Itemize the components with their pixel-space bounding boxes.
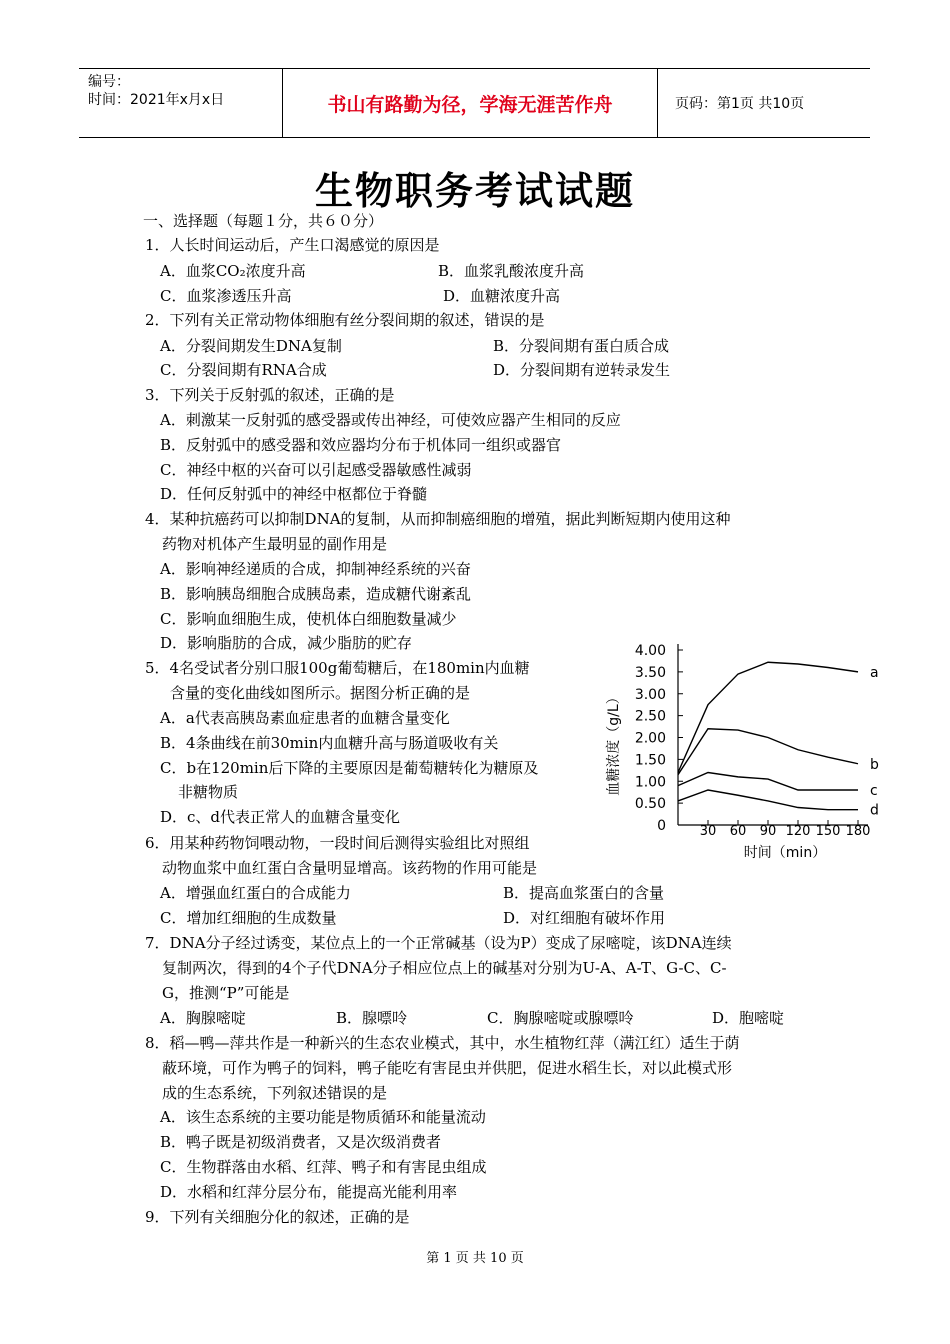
series-label-b: b (870, 756, 879, 773)
q5-option-c-line2: 非糖物质 (178, 783, 239, 801)
page-title: 生物职务考试试题 (314, 169, 635, 213)
section-heading: 一、选择题（每题１分，共６０分） (143, 212, 384, 230)
header-meta (79, 69, 279, 137)
time-label: 时间：2021年x月x日 (88, 92, 225, 108)
series-label-d: d (870, 802, 879, 819)
q6-option-b: B．提高血浆蛋白的含量 (503, 884, 665, 902)
q1-option-c: C．血浆渗透压升高 (160, 287, 292, 305)
q6-stem-line1: 6．用某种药物饲喂动物，一段时间后测得实验组比对照组 (145, 834, 530, 852)
chart-ylabel: 血糖浓度（g/L） (606, 690, 622, 796)
q8-option-c: C．生物群落由水稻、红萍、鸭子和有害昆虫组成 (160, 1158, 487, 1176)
q4-option-d: D．影响脂肪的合成，减少脂肪的贮存 (160, 634, 413, 652)
q8-stem-line1: 8．稻—鸭—萍共作是一种新兴的生态农业模式，其中，水生植物红萍（满江红）适生于荫 (145, 1034, 740, 1052)
y-tick-label: 4.00 (634, 643, 666, 659)
blood-glucose-chart (590, 625, 890, 870)
q2-option-c: C．分裂间期有RNA合成 (160, 361, 327, 379)
number-label: 编号： (88, 74, 130, 90)
q7-option-c: C．胸腺嘧啶或腺嘌呤 (487, 1009, 634, 1027)
motto: 书山有路勤为径，学海无涯苦作舟 (282, 69, 658, 137)
q3-stem: 3．下列关于反射弧的叙述，正确的是 (145, 386, 395, 404)
x-tick-label: 60 (729, 824, 747, 839)
y-tick-label: 1.50 (634, 752, 666, 769)
q5-option-d: D．c、d代表正常人的血糖含量变化 (160, 808, 401, 826)
q6-option-c: C．增加红细胞的生成数量 (160, 909, 337, 927)
q8-stem-line3: 成的生态系统，下列叙述错误的是 (162, 1084, 388, 1102)
q6-option-a: A．增强血红蛋白的合成能力 (160, 884, 351, 902)
q7-stem-line1: 7．DNA分子经过诱变，某位点上的一个正常碱基（设为P）变成了尿嘧啶，该DNA连续 (145, 934, 732, 952)
q8-option-a: A．该生态系统的主要功能是物质循环和能量流动 (160, 1108, 486, 1126)
y-tick-label: 2.50 (634, 708, 666, 725)
chart-xlabel: 时间（min） (743, 845, 827, 861)
q4-stem-line1: 4．某种抗癌药可以抑制DNA的复制，从而抑制癌细胞的增殖，据此判断短期内使用这种 (145, 510, 731, 528)
y-tick-label: 1.00 (634, 774, 666, 791)
series-label-a: a (870, 664, 879, 681)
page-header (79, 68, 870, 138)
series-label-c: c (870, 783, 878, 799)
page-info-text: 页码：第1页 共10页 (675, 96, 805, 112)
q9-stem: 9．下列有关细胞分化的叙述，正确的是 (145, 1208, 410, 1226)
q3-option-d: D．任何反射弧中的神经中枢都位于脊髓 (160, 485, 428, 503)
q8-option-b: B．鸭子既是初级消费者，又是次级消费者 (160, 1133, 442, 1151)
y-tick-label: 3.00 (634, 686, 666, 703)
q5-option-b: B．4条曲线在前30min内血糖升高与肠道吸收有关 (160, 734, 499, 752)
q1-option-a: A．血浆CO₂浓度升高 (160, 262, 306, 280)
q5-option-a: A．a代表高胰岛素血症患者的血糖含量变化 (160, 709, 450, 727)
q6-option-d: D．对红细胞有破坏作用 (503, 909, 666, 927)
q3-option-b: B．反射弧中的感受器和效应器均分布于机体同一组织或器官 (160, 436, 562, 454)
x-tick-label: 120 (785, 824, 811, 839)
q7-stem-line2: 复制两次，得到的4个子代DNA分子相应位点上的碱基对分别为U-A、A-T、G-C、C- (162, 959, 727, 977)
q8-stem-line2: 蔽环境，可作为鸭子的饲料，鸭子能吃有害昆虫并供肥，促进水稻生长，对以此模式形 (162, 1059, 733, 1077)
series-line-a (678, 662, 858, 772)
series-line-d (678, 790, 858, 810)
q6-stem-line2: 动物血浆中血红蛋白含量明显增高。该药物的作用可能是 (162, 859, 538, 877)
q4-option-c: C．影响血细胞生成，使机体白细胞数量减少 (160, 610, 457, 628)
page-footer: 第 1 页 共 10 页 (426, 1251, 524, 1266)
x-tick-label: 90 (759, 824, 777, 839)
q5-stem-line1: 5．4名受试者分别口服100g葡萄糖后，在180min内血糖 (145, 659, 530, 677)
q2-stem: 2．下列有关正常动物体细胞有丝分裂间期的叙述，错误的是 (145, 311, 545, 329)
y-tick-label: 0 (657, 818, 666, 834)
series-line-c (678, 773, 858, 791)
y-tick-label: 3.50 (634, 664, 666, 681)
q7-option-b: B．腺嘌呤 (336, 1009, 408, 1027)
q4-option-b: B．影响胰岛细胞合成胰岛素，造成糖代谢紊乱 (160, 585, 472, 603)
q1-option-d: D．血糖浓度升高 (443, 287, 561, 305)
y-tick-label: 0.50 (634, 796, 666, 813)
q2-option-b: B．分裂间期有蛋白质合成 (493, 337, 670, 355)
q4-stem-line2: 药物对机体产生最明显的副作用是 (162, 535, 388, 553)
q2-option-d: D．分裂间期有逆转录发生 (493, 361, 671, 379)
x-tick-label: 30 (699, 824, 717, 839)
q1-option-b: B．血浆乳酸浓度升高 (438, 262, 585, 280)
q3-option-c: C．神经中枢的兴奋可以引起感受器敏感性减弱 (160, 461, 472, 479)
q8-option-d: D．水稻和红萍分层分布，能提高光能利用率 (160, 1183, 458, 1201)
q4-option-a: A．影响神经递质的合成，抑制神经系统的兴奋 (160, 560, 471, 578)
q1-stem: 1．人长时间运动后，产生口渴感觉的原因是 (145, 236, 440, 254)
q2-option-a: A．分裂间期发生DNA复制 (160, 337, 342, 355)
x-tick-label: 150 (815, 824, 841, 839)
q5-stem-line2: 含量的变化曲线如图所示。据图分析正确的是 (170, 684, 471, 702)
q5-option-c-line1: C．b在120min后下降的主要原因是葡萄糖转化为糖原及 (160, 759, 539, 777)
page-info (665, 69, 870, 137)
q7-option-a: A．胸腺嘧啶 (160, 1009, 246, 1027)
y-tick-label: 2.00 (634, 730, 666, 747)
q7-stem-line3: G，推测“P”可能是 (162, 984, 290, 1002)
x-tick-label: 180 (845, 824, 871, 839)
q3-option-a: A．刺激某一反射弧的感受器或传出神经，可使效应器产生相同的反应 (160, 411, 621, 429)
series-line-b (678, 729, 858, 775)
q7-option-d: D．胞嘧啶 (712, 1009, 785, 1027)
